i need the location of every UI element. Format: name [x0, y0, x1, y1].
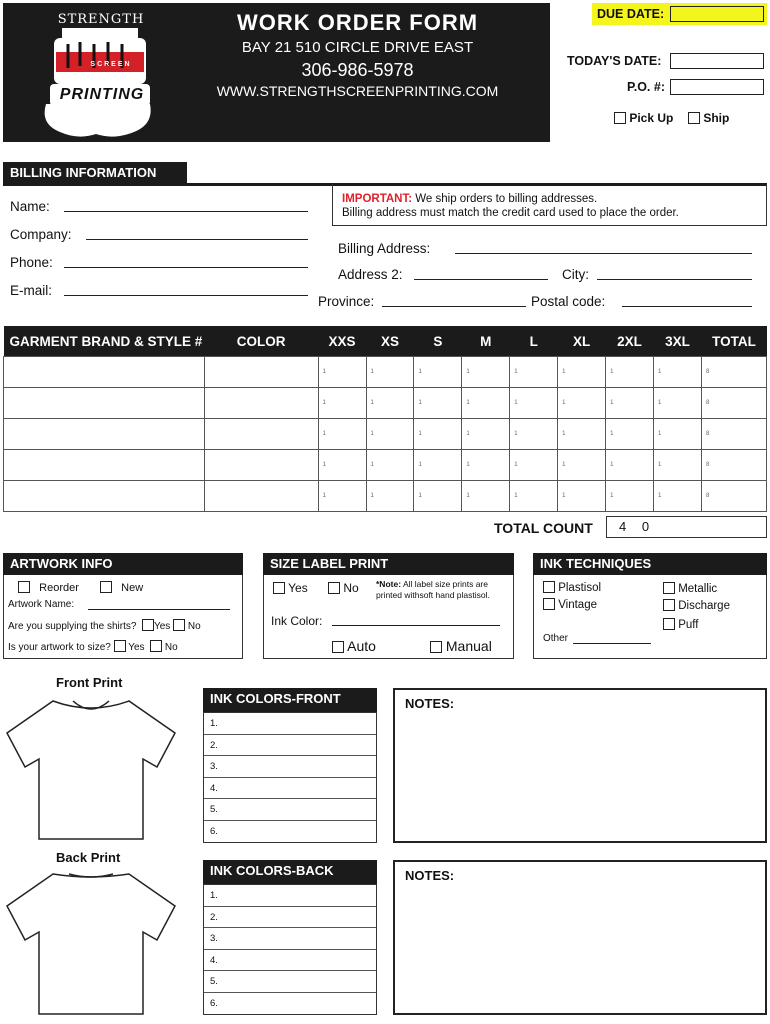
garment-cell[interactable]: 1 — [510, 388, 558, 419]
back-ink-color-row[interactable]: 1. — [204, 885, 376, 907]
discharge-label: Discharge — [678, 600, 730, 612]
vintage-option[interactable] — [543, 598, 597, 611]
back-ink-color-row[interactable]: 6. — [210, 997, 218, 1009]
garment-cell[interactable] — [4, 450, 205, 481]
company-phone: 306-986-5978 — [301, 60, 414, 80]
logo-text-mid: SCREEN — [90, 61, 132, 68]
to-size-yes-label: Yes — [128, 642, 145, 653]
supplying-yes-checkbox[interactable] — [142, 619, 154, 631]
todays-date-label: TODAY'S DATE: — [567, 54, 662, 68]
garment-cell[interactable]: 1 — [510, 419, 558, 450]
metallic-checkbox[interactable] — [663, 582, 675, 594]
to-size-yes-checkbox[interactable] — [114, 640, 126, 652]
garment-cell[interactable]: 1 — [366, 388, 414, 419]
garment-cell[interactable]: 1 — [318, 388, 366, 419]
artwork-name-label: Artwork Name: — [8, 599, 75, 610]
name-input[interactable] — [64, 211, 308, 212]
garment-cell[interactable]: 1 — [510, 481, 558, 512]
logo-text-top: STRENGTH — [57, 12, 145, 27]
front-ink-color-row[interactable]: 4. — [204, 778, 376, 800]
garment-row — [4, 450, 767, 481]
size-label-note-text: All label size prints are — [402, 579, 488, 589]
garment-col-header: S — [414, 326, 462, 357]
supplying-shirts-label: Are you supplying the shirts? — [8, 621, 137, 632]
garment-cell[interactable]: 1 — [606, 419, 654, 450]
garment-header-row — [4, 326, 767, 357]
garment-cell[interactable]: 1 — [654, 450, 702, 481]
garment-cell[interactable]: 8 — [701, 450, 766, 481]
garment-col-header: COLOR — [204, 326, 318, 357]
garment-col-header: 2XL — [606, 326, 654, 357]
garment-cell[interactable]: 1 — [606, 357, 654, 388]
garment-cell[interactable]: 1 — [318, 481, 366, 512]
reorder-checkbox[interactable] — [18, 581, 30, 593]
po-input[interactable] — [670, 79, 764, 95]
phone-label: Phone: — [10, 255, 53, 270]
front-ink-color-row[interactable]: 3. — [204, 756, 376, 778]
important-notice-box — [332, 184, 767, 226]
garment-row — [4, 388, 767, 419]
pickup-checkbox[interactable] — [614, 112, 626, 124]
size-label-no-label: No — [343, 581, 359, 595]
garment-cell[interactable]: 1 — [510, 450, 558, 481]
size-label-note-bold: *Note: — [376, 579, 402, 589]
vintage-checkbox[interactable] — [543, 598, 555, 610]
garment-cell[interactable]: 1 — [366, 419, 414, 450]
other-input[interactable] — [573, 643, 651, 644]
garment-cell[interactable]: 1 — [318, 357, 366, 388]
ink-colors-front-tab: INK COLORS-FRONT — [203, 688, 377, 712]
auto-option[interactable] — [332, 638, 376, 654]
garment-cell[interactable]: 1 — [462, 450, 510, 481]
front-ink-color-row[interactable]: 6. — [210, 825, 218, 837]
size-label-note — [376, 579, 488, 589]
garment-cell[interactable]: 8 — [701, 481, 766, 512]
due-date-label: DUE DATE: — [597, 7, 665, 21]
artwork-info-tab: ARTWORK INFO — [3, 553, 243, 575]
supplying-no-checkbox[interactable] — [173, 619, 185, 631]
city-input[interactable] — [597, 279, 752, 280]
artwork-to-size-question — [8, 640, 178, 653]
front-notes-box[interactable] — [393, 688, 767, 843]
garment-cell[interactable]: 1 — [462, 419, 510, 450]
garment-row — [4, 481, 767, 512]
supplying-no-label: No — [187, 621, 201, 632]
garment-cell[interactable] — [4, 481, 205, 512]
garment-col-header: TOTAL — [701, 326, 766, 357]
ink-color-label: Ink Color: — [271, 614, 323, 628]
plastisol-option[interactable] — [543, 581, 601, 594]
garment-cell[interactable]: 1 — [414, 419, 462, 450]
back-ink-color-row[interactable]: 5. — [204, 971, 376, 993]
size-label-no-option[interactable] — [328, 581, 359, 595]
reorder-option[interactable] — [18, 581, 79, 594]
logo-text-bottom: PRINTING — [59, 86, 145, 103]
front-notes-label: NOTES: — [405, 696, 455, 711]
garment-col-header: M — [462, 326, 510, 357]
garment-cell[interactable]: 1 — [318, 419, 366, 450]
garment-cell[interactable] — [204, 388, 318, 419]
garment-cell[interactable]: 1 — [606, 481, 654, 512]
front-ink-color-row[interactable]: 1. — [204, 713, 376, 735]
ink-colors-back-tab: INK COLORS-BACK — [203, 860, 377, 884]
ship-checkbox[interactable] — [688, 112, 700, 124]
garment-cell[interactable]: 8 — [701, 357, 766, 388]
garment-col-header: XL — [558, 326, 606, 357]
auto-label: Auto — [347, 638, 376, 654]
new-checkbox[interactable] — [100, 581, 112, 593]
total-count-value[interactable]: 4 0 — [606, 516, 767, 538]
other-label: Other — [543, 633, 569, 644]
manual-label: Manual — [445, 638, 492, 654]
garment-row — [4, 357, 767, 388]
company-input[interactable] — [86, 239, 308, 240]
back-print-label: Back Print — [56, 850, 121, 865]
manual-checkbox[interactable] — [430, 641, 442, 653]
garment-cell[interactable]: 1 — [462, 481, 510, 512]
garment-cell[interactable] — [204, 357, 318, 388]
garment-col-header: GARMENT BRAND & STYLE # — [4, 326, 205, 357]
new-option[interactable] — [100, 581, 143, 594]
garment-cell[interactable]: 1 — [606, 388, 654, 419]
size-label-yes-option[interactable] — [273, 581, 308, 595]
garment-cell[interactable] — [4, 357, 205, 388]
plastisol-label: Plastisol — [558, 582, 602, 594]
garment-row — [4, 419, 767, 450]
billing-address-input[interactable] — [455, 253, 752, 254]
front-tshirt-icon — [3, 693, 179, 843]
size-label-tab: SIZE LABEL PRINT — [263, 553, 514, 575]
supplying-shirts-question — [8, 619, 201, 632]
garment-cell[interactable]: 1 — [366, 357, 414, 388]
to-size-no-label: No — [164, 642, 178, 653]
puff-checkbox[interactable] — [663, 618, 675, 630]
company-label: Company: — [10, 227, 72, 242]
ship-label: Ship — [703, 111, 730, 125]
billing-address-label: Billing Address: — [338, 241, 431, 256]
due-date-input[interactable] — [670, 6, 764, 22]
size-label-no-checkbox[interactable] — [328, 582, 340, 594]
garment-cell[interactable]: 1 — [414, 357, 462, 388]
metallic-option[interactable] — [663, 582, 717, 595]
garment-cell[interactable]: 1 — [462, 388, 510, 419]
ink-techniques-tab: INK TECHNIQUES — [533, 553, 767, 575]
plastisol-checkbox[interactable] — [543, 581, 555, 593]
size-label-note-2: printed withsoft hand plastisol. — [376, 590, 490, 600]
garment-cell[interactable]: 1 — [654, 419, 702, 450]
garment-cell[interactable]: 1 — [606, 450, 654, 481]
garment-cell[interactable]: 1 — [414, 481, 462, 512]
garment-table — [3, 326, 767, 512]
back-ink-color-row[interactable]: 3. — [204, 928, 376, 950]
ship-option[interactable] — [688, 111, 729, 125]
garment-cell[interactable]: 1 — [462, 357, 510, 388]
front-ink-color-row[interactable]: 5. — [204, 799, 376, 821]
size-label-yes-checkbox[interactable] — [273, 582, 285, 594]
garment-cell[interactable] — [4, 419, 205, 450]
discharge-checkbox[interactable] — [663, 599, 675, 611]
garment-col-header: 3XL — [654, 326, 702, 357]
important-text: We ship orders to billing addresses. — [415, 193, 598, 205]
vintage-label: Vintage — [558, 599, 597, 611]
postal-code-label: Postal code: — [531, 294, 606, 309]
important-text-2: Billing address must match the credit card used to place the order. — [342, 207, 679, 219]
garment-cell[interactable]: 1 — [558, 419, 606, 450]
garment-cell[interactable]: 1 — [558, 450, 606, 481]
garment-cell[interactable]: 1 — [558, 481, 606, 512]
billing-tab: BILLING INFORMATION — [3, 162, 187, 184]
garment-cell[interactable]: 1 — [414, 450, 462, 481]
garment-cell[interactable] — [204, 419, 318, 450]
back-ink-color-row[interactable]: 4. — [204, 950, 376, 972]
garment-cell[interactable]: 8 — [701, 419, 766, 450]
important-label: IMPORTANT: — [342, 193, 413, 205]
garment-cell[interactable]: 1 — [558, 357, 606, 388]
name-label: Name: — [10, 199, 50, 214]
artwork-to-size-label: Is your artwork to size? — [8, 642, 111, 653]
back-notes-label: NOTES: — [405, 868, 455, 883]
puff-label: Puff — [678, 619, 699, 631]
garment-col-header: XS — [366, 326, 414, 357]
po-label: P.O. #: — [627, 80, 665, 94]
garment-body — [4, 357, 767, 512]
garment-cell[interactable]: 1 — [366, 450, 414, 481]
garment-cell[interactable]: 8 — [701, 388, 766, 419]
garment-cell[interactable]: 1 — [366, 481, 414, 512]
ink-colors-front-list — [203, 712, 377, 843]
total-count-label: TOTAL COUNT — [494, 520, 593, 536]
artwork-name-input[interactable] — [88, 609, 230, 610]
garment-cell[interactable] — [4, 388, 205, 419]
important-notice — [342, 193, 597, 205]
garment-cell[interactable] — [204, 450, 318, 481]
company-logo — [38, 8, 160, 138]
garment-cell[interactable]: 1 — [654, 357, 702, 388]
garment-col-header: L — [510, 326, 558, 357]
front-print-label: Front Print — [56, 675, 123, 690]
ink-colors-back-list — [203, 884, 377, 1015]
province-label: Province: — [318, 294, 375, 309]
garment-cell[interactable]: 1 — [318, 450, 366, 481]
auto-checkbox[interactable] — [332, 641, 344, 653]
puff-option[interactable] — [663, 618, 698, 631]
to-size-no-checkbox[interactable] — [150, 640, 162, 652]
garment-col-header: XXS — [318, 326, 366, 357]
company-address: BAY 21 510 CIRCLE DRIVE EAST — [241, 39, 474, 56]
discharge-option[interactable] — [663, 599, 730, 612]
email-input[interactable] — [64, 295, 308, 296]
back-ink-color-row[interactable]: 2. — [204, 907, 376, 929]
manual-option[interactable] — [430, 638, 492, 654]
front-ink-color-row[interactable]: 2. — [204, 735, 376, 757]
garment-cell[interactable] — [204, 481, 318, 512]
new-label: New — [121, 582, 144, 594]
form-title: WORK ORDER FORM — [236, 10, 479, 35]
supplying-yes-label: Yes — [153, 621, 171, 632]
email-label: E-mail: — [10, 283, 53, 298]
back-tshirt-icon — [3, 866, 179, 1018]
address2-label: Address 2: — [338, 267, 403, 282]
todays-date-input[interactable] — [670, 53, 764, 69]
city-label: City: — [562, 267, 589, 282]
garment-cell[interactable]: 1 — [558, 388, 606, 419]
garment-cell[interactable]: 1 — [654, 388, 702, 419]
ink-color-input[interactable] — [332, 625, 500, 626]
phone-input[interactable] — [64, 267, 308, 268]
pickup-option[interactable] — [614, 111, 673, 125]
postal-code-input[interactable] — [622, 306, 752, 307]
garment-cell[interactable]: 1 — [414, 388, 462, 419]
address2-input[interactable] — [414, 279, 548, 280]
back-notes-box[interactable] — [393, 860, 767, 1015]
garment-cell[interactable]: 1 — [654, 481, 702, 512]
metallic-label: Metallic — [678, 583, 718, 595]
garment-cell[interactable]: 1 — [510, 357, 558, 388]
province-input[interactable] — [382, 306, 526, 307]
pickup-label: Pick Up — [629, 111, 674, 125]
company-website: WWW.STRENGTHSCREENPRINTING.COM — [216, 83, 499, 99]
reorder-label: Reorder — [39, 582, 79, 594]
size-label-yes-label: Yes — [288, 581, 308, 595]
